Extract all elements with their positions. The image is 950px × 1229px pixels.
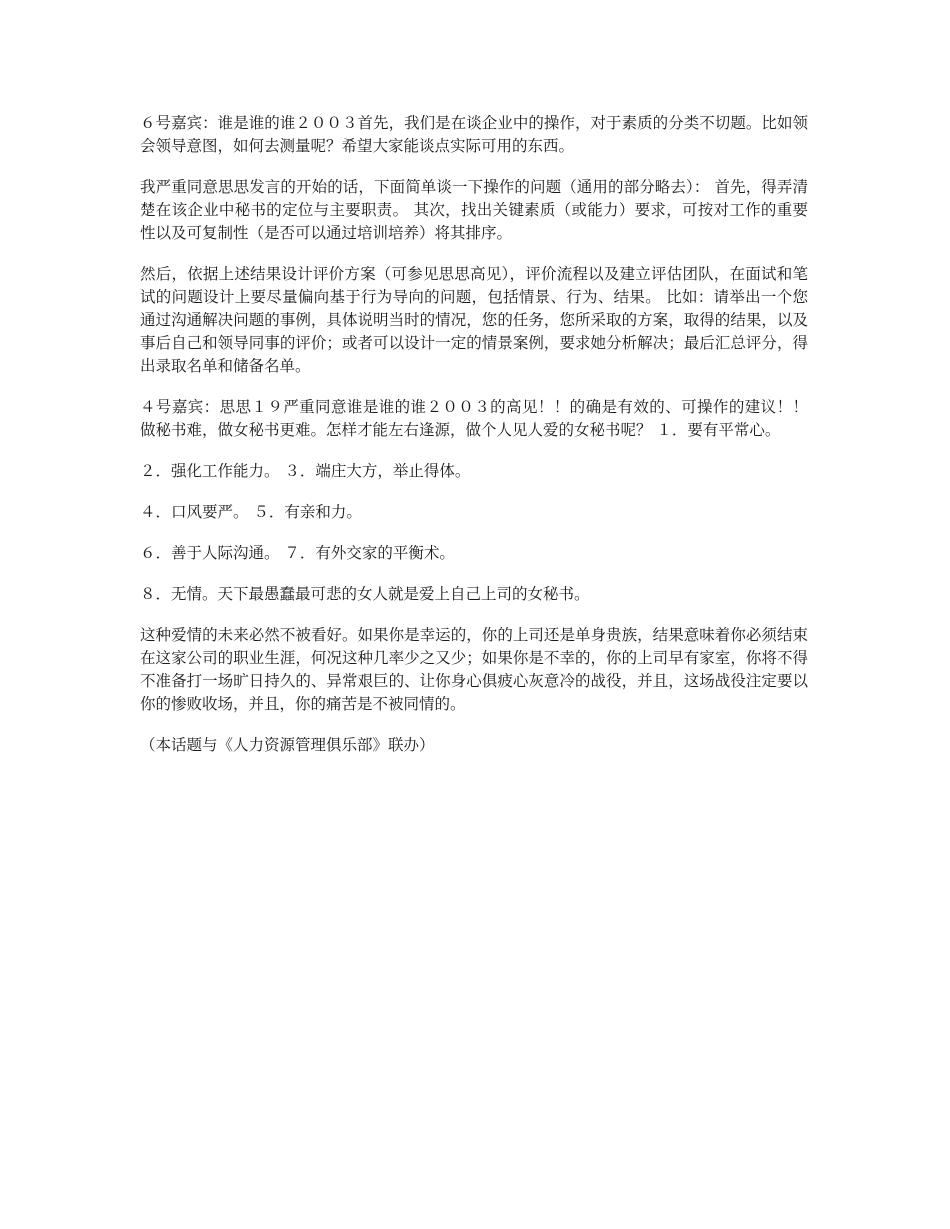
- paragraph-list-8: ８．无情。天下最愚蠢最可悲的女人就是爱上自己上司的女秘书。: [140, 585, 590, 603]
- paragraph-love-outcome: 这种爱情的未来必然不被看好。如果你是幸运的，你的上司还是单身贵族，结果意味着你必须结束在这家公司的职业生涯，何况这种几率少之又少；如果你是不幸的，你的上司早有家室，你将不得不准备打一场旷日持久的、异常艰巨的、让你身心俱疲心灰意冷的战役，并且，这场战役注定要以你的惨败收场，并且，你的痛苦是不被同情的。: [140, 626, 808, 713]
- paragraph-list-4-5: ４．口风要严。 ５．有亲和力。: [140, 503, 362, 521]
- paragraph-list-2-3: ２．强化工作能力。 ３．端庄大方，举止得体。: [140, 462, 471, 480]
- paragraph-cohost-note: （本话题与《人力资源管理俱乐部》联办）: [140, 736, 435, 754]
- paragraph-guest4-reply: ４号嘉宾：思思１９严重同意谁是谁的谁２００３的高见！！的确是有效的、可操作的建议！！ 做秘书难，做女秘书更难。怎样才能左右逢源，做个人见人爱的女秘书呢？ １．要有平常心。: [140, 398, 808, 439]
- paragraph-guest6-question: ６号嘉宾：谁是谁的谁２００３首先，我们是在谈企业中的操作，对于素质的分类不切题。比如领会领导意图，如何去测量呢？希望大家能谈点实际可用的东西。: [140, 114, 808, 155]
- paragraph-evaluation-plan: 然后，依据上述结果设计评价方案（可参见思思高见），评价流程以及建立评估团队，在面试和笔试的问题设计上要尽量偏向基于行为导向的问题，包括情景、行为、结果。 比如：请举出一个您通过沟通解决问题的事例，具体说明当时的情况，您的任务，您所采取的方案，取得的结果，以及事后自己和领导同事的评价；或者可以设计一定的情景案例，要求她分析解决；最后汇总评分，得出录取名单和储备名单。: [140, 265, 808, 375]
- document-body: [140, 112, 808, 775]
- paragraph-operation-steps: 我严重同意思思发言的开始的话，下面简单谈一下操作的问题（通用的部分略去）： 首先，得弄清楚在该企业中秘书的定位与主要职责。 其次，找出关键素质（或能力）要求，可按对工作的重要性以及可复制性（是否可以通过培训培养）将其排序。: [140, 178, 808, 242]
- paragraph-list-6-7: ６．善于人际沟通。 ７．有外交家的平衡术。: [140, 544, 455, 562]
